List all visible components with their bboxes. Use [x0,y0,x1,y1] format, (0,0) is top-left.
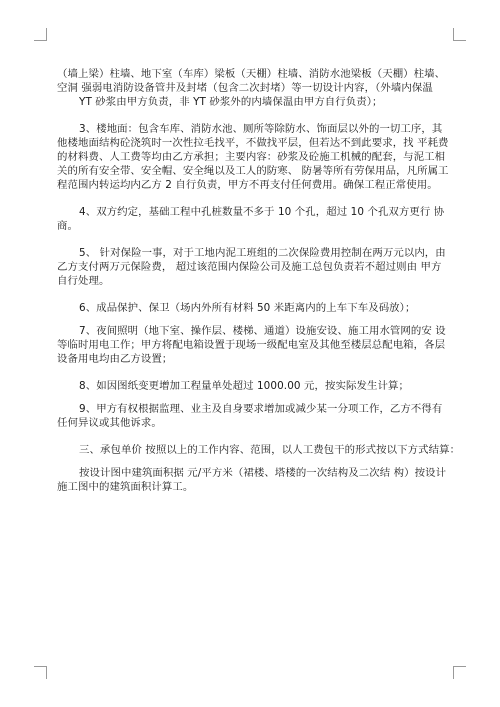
page-corner-mark-bottom-left [34,666,47,679]
text-line: （墙上梁）柱墙、地下室（车库）梁板（天棚）柱墙、消防水池梁板（天棚）柱墙、 [57,68,446,80]
text-line: 按设计图中建筑面积据 元/平方米（裙楼、塔楼的一次结构及二次结 构）按设计 [79,467,447,479]
document-body [57,67,461,507]
paragraph-settlement-method [57,466,447,494]
text-line: 任何异议或其他诉求。 [57,417,162,429]
text-line: 等临时用电工作；甲方将配电箱设置于现场一级配电室及其他至楼层总配电箱，各层 [57,339,446,351]
text-line: 4、双方约定，基础工程中孔桩数量不多于 10 个孔，超过 10 个孔双方更行 协 [79,206,445,218]
paragraph-item-8-changes [57,379,447,393]
paragraph-item-4-piles [57,205,447,233]
text-line: YT 砂浆由甲方负责，非 YT 砂浆外的内墙保温由甲方自行负责）； [79,96,383,108]
text-line: 乙方支付两万元保险费， 超过该范围内保险公司及施工总包负责若不超过则由 甲方 [57,261,442,273]
text-line: 空洞 强弱电消防设备管井及封堵（包含二次封堵）等一切设计内容，（外墙内保温 [57,82,433,94]
page-corner-mark-top-left [34,28,47,41]
text-line: 5、 针对保险一事，对于工地内泥工班组的二次保险费用控制在两万元以内，由 [79,247,446,259]
text-line: 施工图中的建筑面积计算工。 [57,481,194,493]
paragraph-item-9-rights [57,402,447,430]
text-line: 自行处理。 [57,275,110,287]
text-line: 关的所有安全带、安全帽、安全绳以及工人的防寒、 防暑等所有劳保用品，凡所属工 [57,165,449,177]
text-line: 8、如因图纸变更增加工程量单处超过 1000.00 元，按实际发生计算； [79,380,409,392]
text-line: 程范围内转运均内乙方 2 自行负责，甲方不再支付任何费用。确保工程正常使用。 [57,179,438,191]
text-line: 7、夜间照明（地下室、操作层、楼梯、通道）设施安设、施工用水管网的安 设 [79,325,446,337]
text-line: 9、甲方有权根据监理、业主及自身要求增加或减少某一分项工作，乙方不得有 [79,403,443,415]
paragraph-item-5-insurance [57,246,447,288]
page-corner-mark-bottom-right [453,666,466,679]
text-line: 6、成品保护、保卫（场内外所有材料 50 米距离内的上车下车及码放）； [79,302,416,314]
text-line: 的材料费、人工费等均由乙方承担；主要内容：砂浆及砼施工机械的配套，与泥工相 [57,151,446,163]
text-line: 设备用电均由乙方设置； [57,353,173,365]
text-line: 他楼地面结构砼浇筑时一次性拉毛找平，不做找平层，但若达不到此要求，找 平耗费 [57,137,449,149]
page-corner-mark-top-right [453,28,466,41]
paragraph-wall-scope [57,67,447,109]
paragraph-section-3-unit-price [57,443,461,457]
section-heading: 三、承包单价 按照以上的工作内容、范围，以人工费包干的形式按以下方式结算： [79,444,461,456]
text-line: 3、楼地面：包含车库、消防水池、厕所等除防水、饰面层以外的一切工序，其 [79,123,443,135]
paragraph-item-6-protection [57,301,447,315]
paragraph-item-7-lighting [57,324,447,366]
text-line: 商。 [57,220,78,232]
paragraph-item-3-floor [57,122,447,192]
